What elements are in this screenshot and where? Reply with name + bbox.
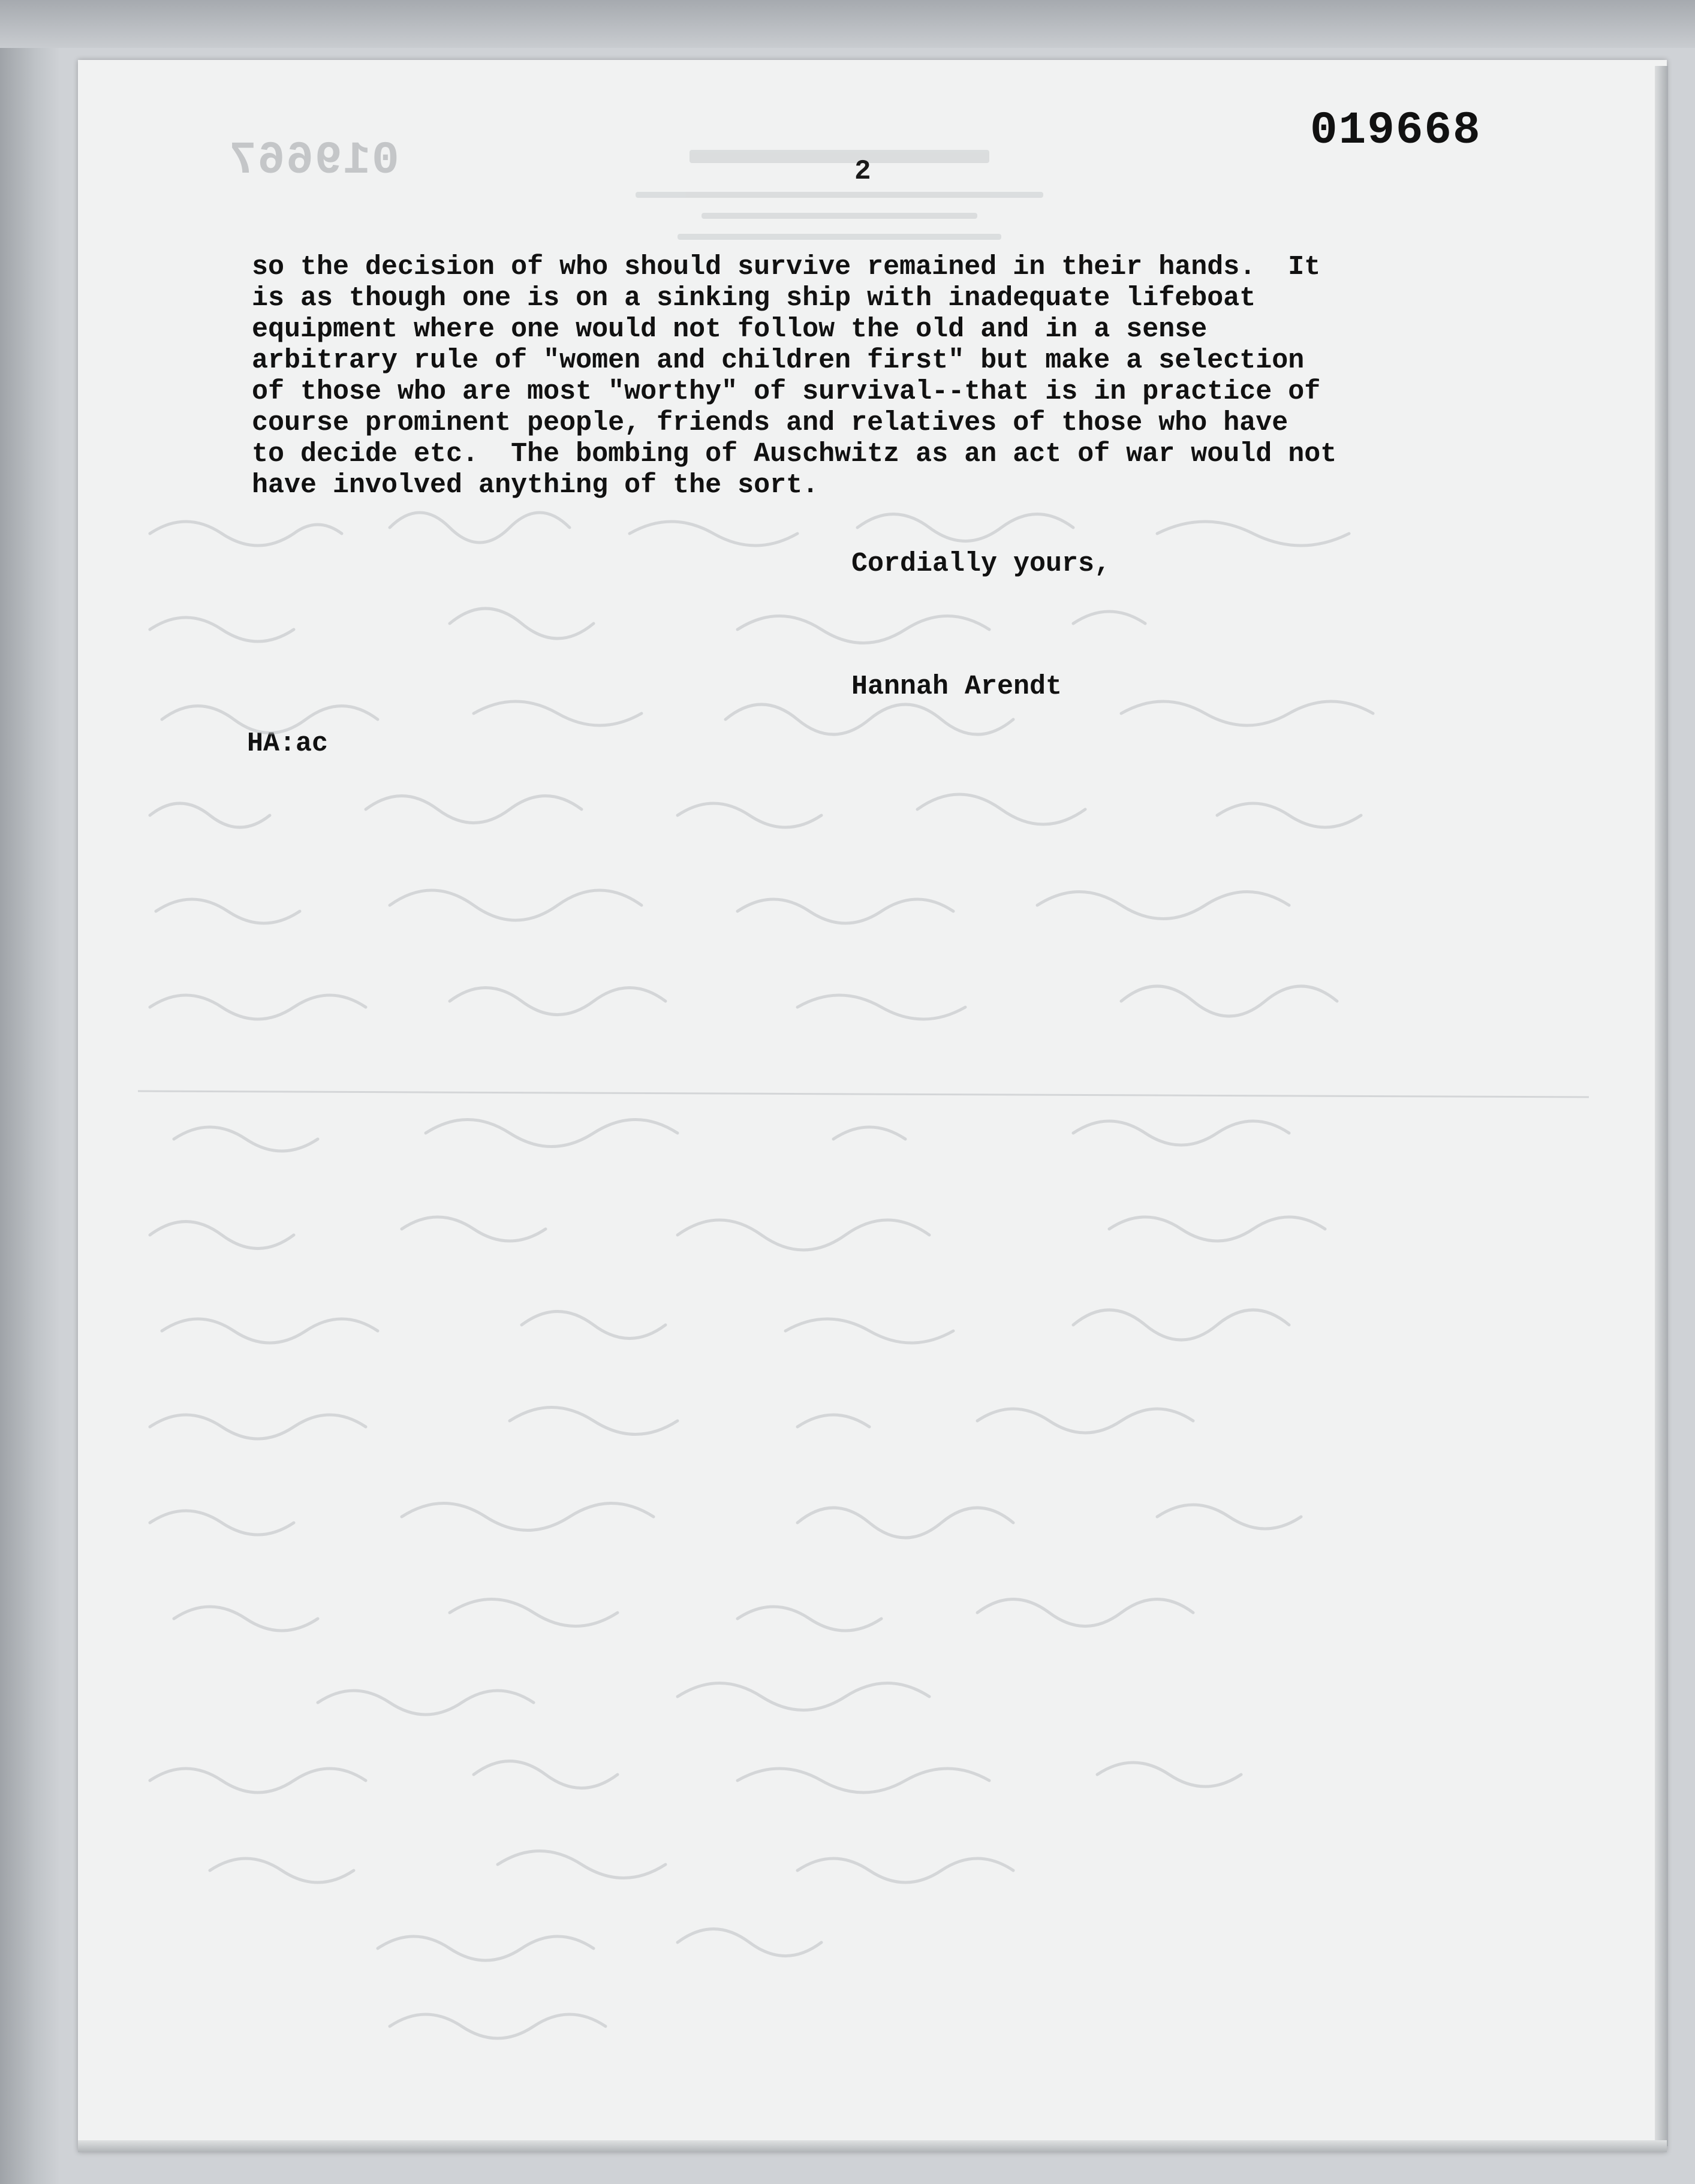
mirrored-archive-number: 019667 <box>228 135 399 186</box>
typist-initials: HA:ac <box>247 728 329 759</box>
body-line: so the decision of who should survive remained in their hands. It <box>252 252 1321 282</box>
page-number: 2 <box>854 156 871 187</box>
body-line: is as though one is on a sinking ship with inadequate lifeboat <box>252 283 1256 314</box>
paper-bottom-edge <box>78 2140 1667 2152</box>
scanner-bed-top <box>0 0 1695 48</box>
handwriting-bleed-through <box>138 432 1589 2050</box>
body-line: to decide etc. The bombing of Auschwitz as an act of war would not <box>252 439 1337 469</box>
scanner-bed-left <box>0 0 60 2184</box>
body-line: course prominent people, friends and relatives of those who have <box>252 408 1288 438</box>
signature-name: Hannah Arendt <box>851 671 1062 702</box>
body-line: have involved anything of the sort. <box>252 470 819 501</box>
closing-salutation: Cordially yours, <box>851 549 1111 579</box>
body-line: arbitrary rule of "women and children first" but make a selection <box>252 345 1305 376</box>
paper-right-edge <box>1655 66 1668 2146</box>
body-line: equipment where one would not follow the old and in a sense <box>252 314 1208 345</box>
body-line: of those who are most "worthy" of survival--that is in practice of <box>252 376 1321 407</box>
archive-number-stamp: 019668 <box>1310 105 1482 156</box>
